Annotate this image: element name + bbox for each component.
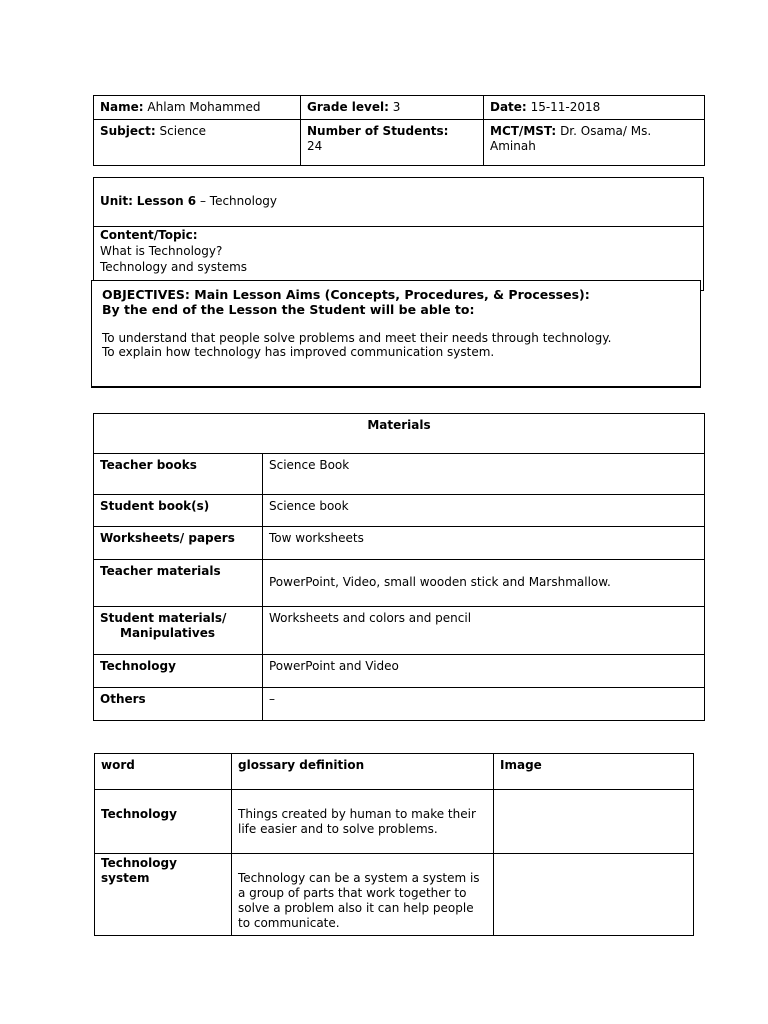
materials-row [94, 454, 705, 495]
mct-label: MCT/MST: [490, 124, 557, 138]
materials-label: Technology [94, 655, 263, 688]
subject-label: Subject: [100, 124, 156, 138]
topic-2: Technology and systems [100, 260, 248, 274]
glossary-word [95, 854, 232, 936]
subject-cell [94, 120, 301, 166]
glossary-word-line-2: system [101, 871, 150, 885]
glossary-header-image: Image [494, 754, 694, 790]
materials-label: Student book(s) [94, 495, 263, 527]
materials-row [94, 607, 705, 655]
mct-value-2: Aminah [490, 139, 536, 153]
materials-value: Tow worksheets [263, 527, 705, 560]
unit-lesson: Lesson 6 [136, 194, 197, 208]
materials-title: Materials [94, 414, 705, 454]
materials-value: – [263, 688, 705, 721]
name-label: Name: [100, 100, 144, 114]
glossary-image [494, 790, 694, 854]
materials-label-line-2: Manipulatives [120, 626, 215, 640]
students-cell [301, 120, 484, 166]
glossary-row [95, 854, 694, 936]
objectives-box [91, 280, 701, 388]
materials-value: Science Book [263, 454, 705, 495]
grade-value: 3 [392, 100, 401, 114]
materials-value: PowerPoint and Video [263, 655, 705, 688]
objectives-subheading: By the end of the Lesson the Student will be able to: [102, 302, 475, 317]
name-cell [94, 96, 301, 120]
grade-cell [301, 96, 484, 120]
glossary-definition: Things created by human to make their life easier and to solve problems. [232, 790, 494, 854]
materials-label: Teacher materials [94, 560, 263, 607]
glossary-header-word: word [95, 754, 232, 790]
date-value: 15-11-2018 [530, 100, 601, 114]
mct-cell [484, 120, 705, 166]
content-block [100, 227, 247, 275]
objectives-heading: OBJECTIVES: Main Lesson Aims (Concepts, Procedures, & Processes): [102, 287, 590, 302]
materials-value: Science book [263, 495, 705, 527]
materials-value [263, 560, 705, 607]
materials-value-text: PowerPoint, Video, small wooden stick and Marshmallow. [269, 575, 611, 589]
materials-label-line-1: Student materials/ [100, 611, 227, 625]
mct-value-1: Dr. Osama/ Ms. [560, 124, 652, 138]
grade-label: Grade level: [307, 100, 389, 114]
glossary-word: Technology [95, 790, 232, 854]
objective-item: To explain how technology has improved communication system. [102, 345, 495, 359]
objective-item: To understand that people solve problems and meet their needs through technology. [102, 331, 612, 345]
unit-value: – Technology [196, 194, 278, 208]
date-label: Date: [490, 100, 527, 114]
subject-value: Science [159, 124, 207, 138]
topic-1: What is Technology? [100, 244, 223, 258]
header-table [93, 95, 705, 166]
materials-row [94, 495, 705, 527]
materials-value: Worksheets and colors and pencil [263, 607, 705, 655]
materials-label [94, 607, 263, 655]
materials-row [94, 688, 705, 721]
date-cell [484, 96, 705, 120]
materials-row [94, 527, 705, 560]
materials-table [93, 413, 705, 721]
students-value: 24 [307, 139, 323, 153]
glossary-definition: Technology can be a system a system is a group of parts that work together to solve a problem also it can help people to communicate. [232, 854, 494, 936]
glossary-row [95, 790, 694, 854]
glossary-table [94, 753, 694, 936]
unit-row [100, 194, 277, 208]
content-label: Content/Topic: [100, 228, 198, 242]
glossary-word-line-1: Technology [101, 856, 177, 870]
materials-label: Worksheets/ papers [94, 527, 263, 560]
unit-box [93, 177, 704, 291]
glossary-header-row [95, 754, 694, 790]
unit-label: Unit: [100, 194, 133, 208]
materials-label: Teacher books [94, 454, 263, 495]
materials-row [94, 560, 705, 607]
glossary-image [494, 854, 694, 936]
glossary-header-definition: glossary definition [232, 754, 494, 790]
name-value: Ahlam Mohammed [147, 100, 261, 114]
materials-label: Others [94, 688, 263, 721]
materials-row [94, 655, 705, 688]
students-label: Number of Students: [307, 124, 449, 138]
